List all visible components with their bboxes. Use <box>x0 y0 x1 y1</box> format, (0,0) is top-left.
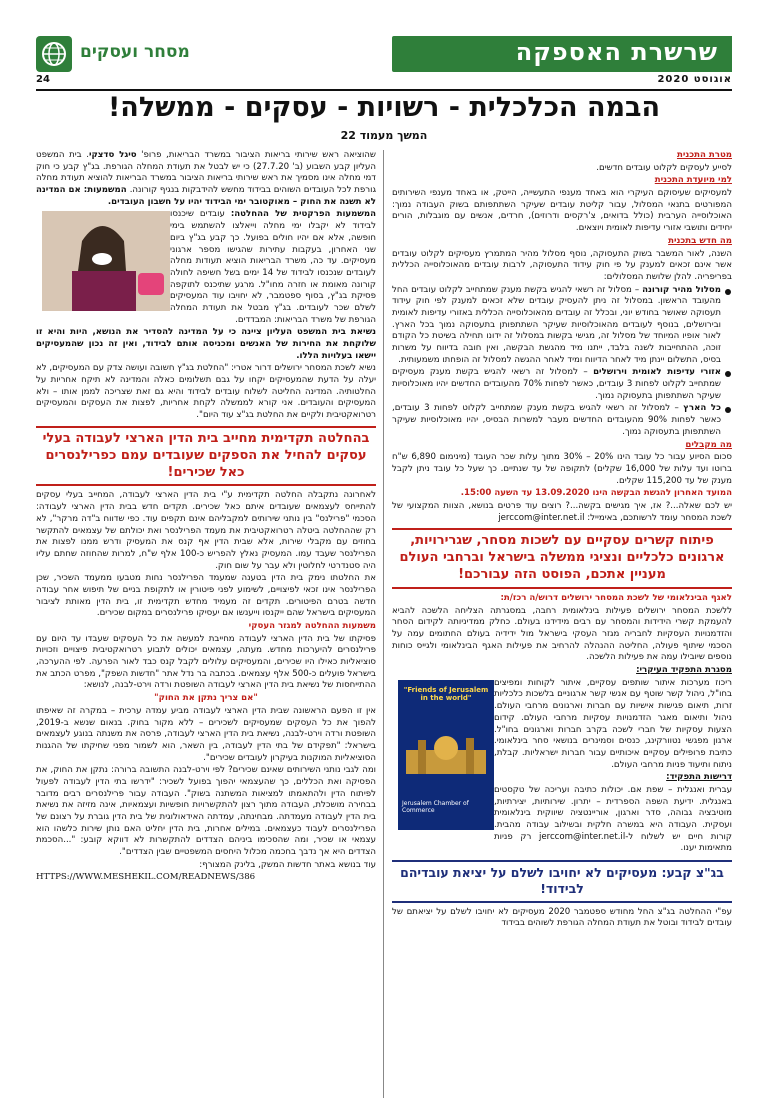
person-name: סיגל סדצקי <box>88 150 137 160</box>
book-cover-image <box>398 680 494 830</box>
list-item-title: אזורי עדיפות לאומית וירושלים <box>593 367 721 378</box>
tracks-list <box>392 285 732 439</box>
requirements-text-end: רק פניות מתאימות יענו. <box>494 831 732 854</box>
paragraph: לסייע לעסקים לקלוט עובדים חדשים. <box>596 162 732 173</box>
paragraph: נשיא לשכת המסחר ירושלים דרור אטרי: "החלטת בג"ץ חשובה ועושה צדק עם המעסיקים, לא יעלה על הדעת שהמעסיקים יקחו על גבם תשלומים כאלה והמדינה לא תיקח אחריות על החלטותיה. המדינה החליטה לשלוח עובדים לבידוד והיא גם זאת שצריכה לממן אותו – ולא המעסיקים והעובדים. אני קורא לממשלה לקחת אחריות, לפצות את העסקים והמעסיקים רטרואקטיבית ולקיים את החלטת בג"צ עוד היום". <box>36 363 376 421</box>
section-heading: מטרת התכנית <box>676 150 732 160</box>
publication-title: שרשרת האספקה <box>515 38 718 66</box>
subheader <box>36 74 732 88</box>
text-run: שהוציאה ראש שירותי בריאות הציבור במשרד הבריאות, פרופ' <box>141 150 376 160</box>
section-heading: משמעות ההחלטה למגזר העסקי <box>248 621 376 632</box>
page-header <box>36 36 732 72</box>
main-headline: הבמה הכלכלית - רשויות - עסקים - ממשלה! <box>107 92 661 123</box>
section-heading: מסגרת התפקיד העיקרי: <box>636 665 732 676</box>
right-column <box>392 150 732 1098</box>
paragraph: לאחרונה נתקבלה החלטה תקדימית ע"י בית הדין הארצי לעבודה, המחייב בעלי עסקים להתייחס לעצמאים שעובדים איתם כאל שכירים. תקדים חדש בבית הדין הארצי לעבודה: הסכמי "פרילנס" בין נותני שירותים למקבליהם אינם תקפים עוד. כפי שדווח ב"דה מרקר", לא רק שההחלטה ביטלה רטרואקטיבית את מעמד הפרילנסר ואת יכולתם של עצמאים להתקשר בחוזים עם מקבלי שירות, אלא שבית הדין אף קנס את המעסיק ודרש ממנו לפצות את הפרילנסר שעבד עמו. המעסיק נאלץ להפריש כ-100 אלף ש"ח, למרות שהחוזה שחתם עליו היה סטנדרטי לחלוטין ולא עבר על שום חוק. <box>36 490 376 571</box>
paragraph <box>36 150 376 208</box>
column-divider <box>383 150 384 1098</box>
left-column <box>36 150 376 1098</box>
continued-note: המשך מעמוד 22 <box>340 129 428 142</box>
list-item-text: – למסלול זה רשאי להגיש בקשת מענק מעסיקים שמתחייב לקלוט לפחות 3 עובדים, כאשר לפחות 70% מהעובדים החדשים יהיו מאוכלוסיות שעיקר השתתפותן בתעסוקה נמוך. <box>392 367 721 401</box>
paragraph: עוד בנושא באתר חדשות המשק, בלינק המצורף: <box>199 859 376 870</box>
article-url-link[interactable]: HTTPS://WWW.MESHEKIL.COM/READNEWS/386 <box>36 872 256 883</box>
paragraph: עפ"י ההחלטה בג"צ החל מחודש ספטמבר 2020 מעסיקים לא יחויבו לשלם על יציאתם של עובדים לבידוד ובוטל את תעודת המחלה הגורפת לשוהים בבידוד <box>392 906 732 929</box>
paragraph: ומה לגבי נותני השירותים שאינם שכירים? לפי וירט-לבנה התשובה ברורה: נתקן את החוק, את הפסיקה ואת הכללים, כך שהעצמאי יהפוך בפועל לשכיר: "ידרשו בתי הדין לעבודה לפעול לפיתוח הדין ולהתאמתו למציאות המשתנה בשוק". העבודה עבור פרילנסרים רבים מדובר בבחירה מושכלת, העבודה מתוך רצון להתקשרויות חופשיות ועצמאיות, אינה מזיזה את נשיאת בית הדין לעבודה מעמדתה. מבחינתה, עמדתה האידאולוגית של בית הדין גוברת על רצונם של הפרילנסרים לעבוד כעצמאים. במילים אחרות, בית הדין יחליט האם נותן שירות כלשהו הוא עצמאי או שכיר, ומה שהסכימו ביניהם הצדדים להתקשרות לא דווקא קובע: "...הסכמת הצדדים היא אך נדבך בחכמה מכלול היחסים המשפטיים שבין הצדדים". <box>36 765 376 858</box>
header-title-bar <box>392 36 732 72</box>
text-run: עובדים שיכנסו לבידוד לא יקבלו ימי מחלה וייאלצו להשתמש בימי חופשה, אלא אם יהיו חולים בפועל. כך קבע בג"ץ ביום שני האחרון, בעקבות עתירות שהגישו מספר ארגוני מעסיקים. עד כה, משרד הבריאות הוציא תעודות מחלה לעובדים שנכנסו לבידוד של 14 ימים בשל חשיפה לחולה קורונה מאומת או חזרה מחו"ל. מרגע שתיכנס לתוקפה פסיקת בג"ץ, בסוף ספטמבר, לא יחויבו עוד המעסיקים לשלם שכר לעובדים. בג"ץ מבטל את תעודת המחלה הגורפת של משרד הבריאות: המבדדים. <box>170 209 376 325</box>
contact-text: יש לכם שאלה...? אז, איך מגישים בקשה...? רוצים עוד פרטים בנושא, הצוות המקצועי של לשכת המסחר עומד לרשותכם, באימייל: <box>392 500 732 523</box>
paragraph: אין זו הפעם הראשונה שבית הדין הארצי לעבודה מביע עמדה ערכית – במקרה זה שאיפתו להפוך את כל העסקים שמעסיקים לשכירים – ללא מקור בחוק. בנאום שנשא ב-2019, השופטת ורדה וירט-לבנה, נשיאת בית הדין הארצי לעבודה, פרסה את משנתה בנוגע לעצמאים בישראל: "תפקידם של בתי הדין לעבודה, בין השאר, הוא לשמור מפני שחיקתו של ההגנות הסוציאליות המוקנות בעיקרון לעובדים שכירים". <box>36 705 376 763</box>
section-heading: "אם צריך נתקן את החוק" <box>154 693 258 704</box>
list-item-title: כל הארץ <box>683 403 721 414</box>
highlight-box: בג"צ קבע: מעסיקים לא יחויבו לשלם על יציאת עובדיהם לבידוד! <box>392 860 732 903</box>
email-link[interactable]: jerccom@inter.net.il <box>498 512 585 523</box>
text-run: המשמעות: אם המדינה לא תשנה את החוק – מאוקטובר ימי הבידוד יהיו על חשבון העובדים. <box>36 185 376 207</box>
paragraph: ריכוז מערכות איתור שותפים עסקיים, איתור לקוחות ומפיצים בחו"ל, ניהול קשר שוטף עם אנשי קשר ארגוניים בלשכות כלכליות זרות, תיאום פגישות אישיות עם חברות וארגונים מרחבי העולם. ניהול ותיאום מאגר הזדמנויות עסקיות מרחבי העולם. קידום הצעות עסקיות של חברי לשכה בקרב חברות וארגונים בחו"ל. ארגון מפגשי נטוורקינג, כנסים וסמינרים בנושאי סחר בינלאומי. כתיבת פרופילים עסקיים איכותיים עבור חברות ישראליות. קבלת, ניתוח ותיעוד פניות מרחבי העולם. <box>494 677 732 770</box>
text-run: . בית המשפט העליון קבע השבוע (ב' 27.7.20) כי יש לבטל את תעודת המחלה הגורפת. בג"ץ קבע כי חוק דמי מחלה אינו מסמיך את ראש שירותי בריאות הציבור במשרד הבריאות להוציא תעודת מחלה גורפת לכל העובדים השוהים בבידוד מחשש להידבקות בנגיף קורונה. <box>36 150 376 196</box>
city-illustration <box>398 720 494 780</box>
list-item <box>392 367 732 402</box>
section-name: מסחר ועסקים <box>80 42 190 62</box>
section-heading: דרישות התפקיד: <box>666 772 732 783</box>
section-heading: למי מיועדת התכנית <box>654 175 732 186</box>
list-item-text: – למסלול זה רשאי להגיש בקשת מענק שמתחייב לקלוט לפחות 3 עובדים, כאשר לפחות 90% מהעובדים החדשים מעבר למשרות הבסיס, יהיו מאוכלוסיות שעיקר השתתפותן בתעסוקה נמוך. <box>392 403 721 437</box>
paragraph: נשיאת בית המשפט העליון ציינה כי על המדינה להסדיר את הנושא, היות והיא זו שלוקחת את החירות של האנשים ומכניסה אותם לבידוד, ואין זה נכון שהמעסיקים יישאו בעלויות הללו. <box>36 327 376 361</box>
globe-icon <box>36 36 72 72</box>
paragraph <box>392 501 732 524</box>
deadline-note: המועד האחרון להגשת הבקשה הינו 13.09.2020 עד השעה 15:00. <box>460 488 732 499</box>
list-item-text: – מסלול זה רשאי להגיש בקשת מענק שמתחייב לקלוט עובדים החל מהעובד הראשון. במסלול זה ניתן להעסיק עובדים שלא זכאים למענק לפי חוק עידוד תעסוקה שאושר בחודש יוני, ובכלל זה עובדים מהאוכלוסייה הכללית באזורי עדיפות לאומית ובירושלים, בנוסף לעובדים מהאוכלוסיות שעיקר השתתפותן בתעסוקה נמוך בכל הארץ. לאור אופיו המיוחד של מסלול זה, מגישי בקשות במסלול זה ידונו תחילה בשיטת כל הקודם זוכה, ההתחייבות לשנה בלבד, ייתנו מיד מהגשת הבקשה, ואין חובה בדיווח על משרות בסיס, התשלום יינתן מיד לאחר הדיווח ומיד לאחר ההגשה למסלול זה הופחתו משמעותית. <box>392 284 721 365</box>
list-item <box>392 403 732 438</box>
woman-sick-photo <box>42 211 170 311</box>
book-title: "Friends of Jerusalem in the world" <box>403 685 489 702</box>
text-run: המשמעות הפרקטית של ההחלטה: <box>230 209 376 220</box>
paragraph: סכום הסיוע עבור כל עובד הינו 20% – 30% מתוך עלות שכר העובד (מינימום 6,890 ש"ח ברוטו ועד עלות של 16,000 שקלים) לתקופה של עד שנתיים. כך שעל כל עובד ניתן לקבל מענק של עד 115,200 שקלים. <box>392 452 732 486</box>
photo-illustration <box>42 211 170 311</box>
highlight-box: פיתוח קשרים עסקיים עם לשכות מסחר, שגרירויות, ארגונים כלכליים ונציגי ממשלה בישראל וברחבי העולם מעניין אתכם, הפוסט הזה עבורכם! <box>392 528 732 589</box>
list-item <box>392 285 732 367</box>
issue-date: אוגוסט 2020 <box>657 74 732 85</box>
requirements-text: עברית ואנגלית – שפת אם. יכולות כתיבה ועריכה של טקסטים באנגלית. ידיעת השפה הספרדית – יתרון. שירותיות, יצירתיות, מוטיבציה גבוהה, סדר וארגון, אוריינטציה שיווקית בינלאומית ועסקית. העבודה היא במשרה חלקית ובשילוב עבודה מהבית. קורות חיים יש לשלוח ל- <box>494 784 732 842</box>
list-item-title: מסלול מהיר קורונה <box>642 284 721 295</box>
paragraph: פסיקתו של בית הדין הארצי לעבודה מחייבת למעשה את כל העסקים שעבדו עד היום עם פרילנסרים להיערכות מחדש. מעתה, עצמאים יכולים לתבוע רטרואקטיבית פיצויים וזכויות סוציאליות כאילו היו שכירים, והמעסיקים עלולים לקבל קנס כבד לאור הפרעה. לפי ההערכה, בישראל פועלים כ-500 אלף עצמאים. בכתבה בר נדל אתר "חדשות השפק", מפרט הכתב את ההתייחסות של נשיאת בית הדין הארצי לעבודה השופטת ורדה וירט-לבנה, לנושא: <box>36 633 376 691</box>
email-link[interactable]: jerccom@inter.net.il <box>538 831 626 842</box>
section-heading: מה מקבלים <box>685 439 732 450</box>
paragraph: למעסיקים שעיסוקם העיקרי הוא באחד מענפי התעשייה, הייטק, או באחד מענפי השירותים המפורטים בתנאי המסלול, עבור קליטת עובדים שעיקר השתתפותם בשוק העבודה נמוך: האוכלוסייה הערבית (כולל בדואים, צ'רקסים ודרוזים), חרדים, אנשים עם מוגבלות, הורים יחידים ותושבי אזורי עדיפות לאומית ויוצאים. <box>392 188 732 234</box>
highlight-box: בהחלטה תקדימית מחייב בית הדין הארצי לעבודה בעלי עסקים להחיל את הספקים שעובדים עמם כפרילנסרים כאל שכירים! <box>36 426 376 487</box>
paragraph: השנה, לאור המשבר בשוק התעסוקה, נוסף מסלול מהיר המתמרץ מעסיקים לקלוט עובדים אשר אינם זכאים למענק על פי חוק עידוד התעסוקה, לרבות עובדים מהאוכלוסייה הכללית בפריפריה. להלן שלושת המסלולים: <box>392 248 732 282</box>
section-heading: מה חדש בתכנית <box>668 235 732 246</box>
paragraph: את החלטתו נימק בית הדין בטענה שמעמד הפרילנסר נחות מטבעו ממעמד השכיר, שכן הפרילנסר אינו זכאי לפיצויים, לשימוע לפני פיטורין או לתקופת בניים של תיפוש אחר עבודה חדשה בטרם הפיטורים. תקדים זה מעמיד מחדש תקדימית זו, בית הדין מאותת לציבור המעסיקים בישראל שהם ייקנסו וייענשו אם יעסיקו פרילנסרים במקום שכירים. <box>36 573 376 619</box>
paragraph: ללשכת המסחר ירושלים פעילות בינלאומית רחבה, במסגרתה הצליחה הלשכה להביא להעמקת קשרי הידידות והמסחר עם רבים מידידנו בעולם. כחלק ממדיניותה לקידום הסחר והזדמנויות העסקיות לחבריה מגזר העסקי בישראל מול ידידיה בעולם החתומים עמה על הסכמי שיתוף פעולה, החליטה ההנהלה להרחיב את פעילות האגף הבינלאומי ולגייס כוחות נוספים שיובילו עמה את פעילות הלשכה. <box>392 605 732 663</box>
book-subtitle: Jerusalem Chamber of Commerce <box>402 799 469 814</box>
job-heading: לאגף הבינלאומי של לשכת המסחר ירושלים דרוש/ה רכז/ת: <box>500 592 732 603</box>
page-number: 24 <box>36 74 50 85</box>
header-divider <box>36 89 732 91</box>
